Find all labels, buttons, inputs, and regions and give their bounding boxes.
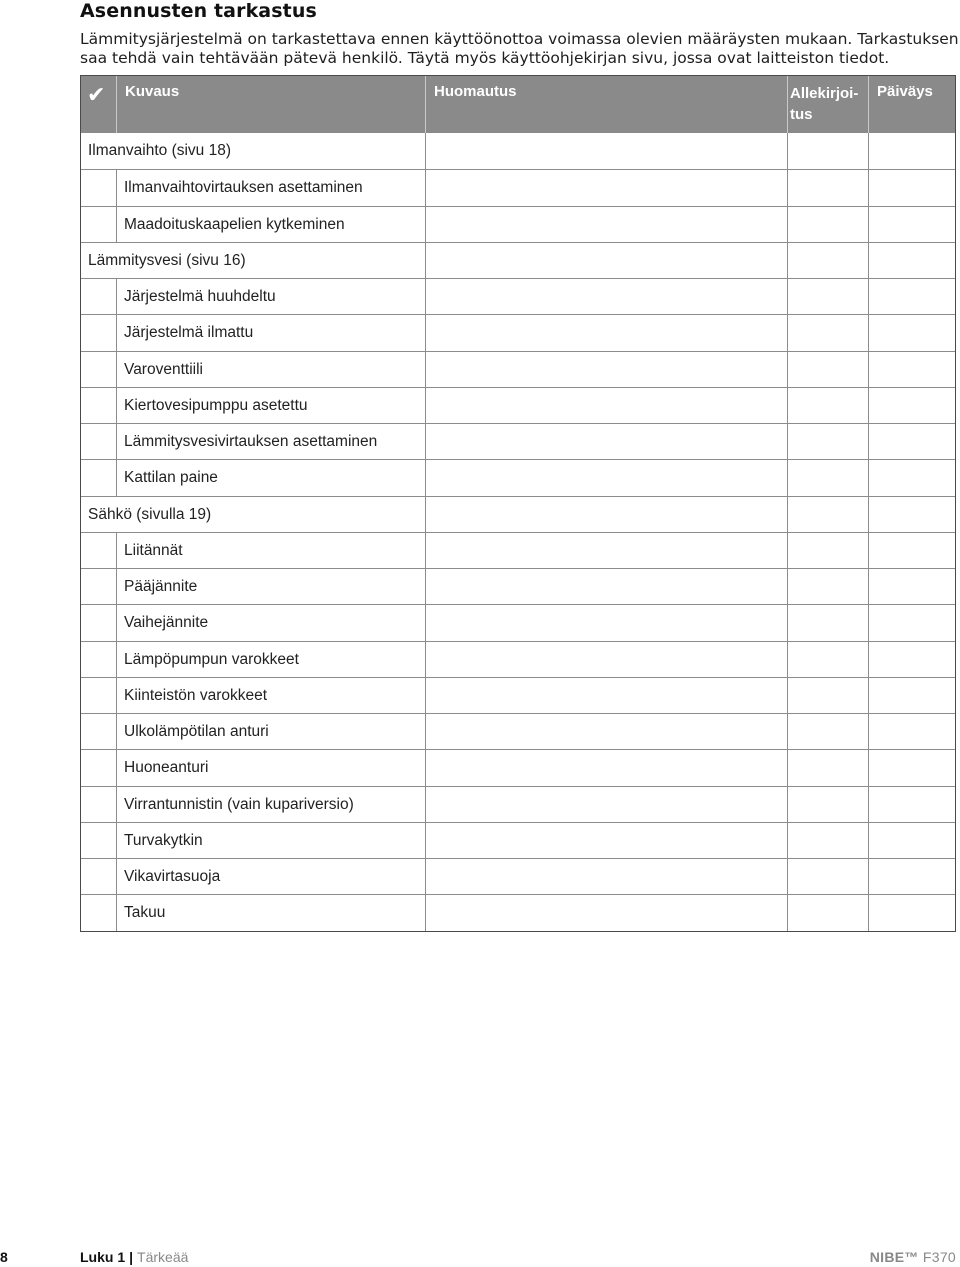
date-cell[interactable]	[869, 895, 955, 930]
item-label: Järjestelmä ilmattu	[117, 315, 426, 350]
item-label: Vikavirtasuoja	[117, 859, 426, 894]
signature-cell[interactable]	[788, 243, 869, 278]
chapter-prefix: Luku 1	[80, 1249, 126, 1265]
item-label: Turvakytkin	[117, 823, 426, 858]
item-label: Virrantunnistin (vain kupariversio)	[117, 787, 426, 822]
item-label: Pääjännite	[117, 569, 426, 604]
item-label: Kattilan paine	[117, 460, 426, 495]
page-title: Asennusten tarkastus	[80, 0, 317, 22]
signature-cell[interactable]	[788, 352, 869, 387]
product-name	[870, 1249, 956, 1265]
table-row	[81, 423, 955, 459]
group-label: Ilmanvaihto (sivu 18)	[81, 133, 426, 169]
date-cell[interactable]	[869, 605, 955, 640]
table-row	[81, 206, 955, 242]
group-label: Sähkö (sivulla 19)	[81, 497, 426, 532]
table-row	[81, 749, 955, 785]
date-cell[interactable]	[869, 787, 955, 822]
intro-line-1: Lämmitysjärjestelmä on tarkastettava ennen käyttöönottoa voimassa olevien määräysten mukaan. Tarkastuksen	[80, 30, 959, 48]
date-cell[interactable]	[869, 207, 955, 242]
table-row	[81, 532, 955, 568]
note-cell[interactable]	[426, 279, 788, 314]
signature-cell[interactable]	[788, 750, 869, 785]
check-cell[interactable]	[81, 207, 117, 242]
header-check-column	[81, 76, 117, 133]
page-number: 8	[0, 1249, 8, 1265]
note-cell[interactable]	[426, 750, 788, 785]
note-cell[interactable]	[426, 605, 788, 640]
date-cell[interactable]	[869, 678, 955, 713]
chapter-separator: |	[129, 1249, 134, 1265]
date-cell[interactable]	[869, 642, 955, 677]
table-header	[81, 76, 955, 133]
header-signature-line-1: Allekirjoi-	[790, 85, 859, 102]
date-cell[interactable]	[869, 315, 955, 350]
note-cell[interactable]	[426, 642, 788, 677]
signature-cell[interactable]	[788, 170, 869, 205]
date-cell[interactable]	[869, 170, 955, 205]
item-label: Ulkolämpötilan anturi	[117, 714, 426, 749]
intro-line-2: saa tehdä vain tehtävään pätevä henkilö. Täytä myös käyttöohjekirjan sivu, jossa ovat laitteiston tiedot.	[80, 49, 890, 67]
check-cell[interactable]	[81, 787, 117, 822]
check-cell[interactable]	[81, 605, 117, 640]
date-cell[interactable]	[869, 569, 955, 604]
check-cell[interactable]	[81, 533, 117, 568]
check-cell[interactable]	[81, 895, 117, 930]
signature-cell[interactable]	[788, 279, 869, 314]
note-cell[interactable]	[426, 823, 788, 858]
signature-cell[interactable]	[788, 787, 869, 822]
date-cell[interactable]	[869, 750, 955, 785]
note-cell[interactable]	[426, 133, 788, 169]
table-row	[81, 387, 955, 423]
table-row	[81, 604, 955, 640]
date-cell[interactable]	[869, 243, 955, 278]
signature-cell[interactable]	[788, 424, 869, 459]
header-description: Kuvaus	[117, 76, 426, 133]
signature-cell[interactable]	[788, 533, 869, 568]
item-label: Takuu	[117, 895, 426, 930]
item-label: Maadoituskaapelien kytkeminen	[117, 207, 426, 242]
group-label: Lämmitysvesi (sivu 16)	[81, 243, 426, 278]
note-cell[interactable]	[426, 895, 788, 930]
table-row	[81, 278, 955, 314]
chapter-label	[80, 1249, 188, 1265]
table-row	[81, 169, 955, 205]
table-row	[81, 568, 955, 604]
date-cell[interactable]	[869, 388, 955, 423]
item-label: Lämmitysvesivirtauksen asettaminen	[117, 424, 426, 459]
header-signature-line-2: tus	[790, 106, 813, 123]
signature-cell[interactable]	[788, 642, 869, 677]
inspection-table	[80, 75, 956, 932]
page-footer	[0, 1246, 960, 1267]
signature-cell[interactable]	[788, 678, 869, 713]
note-cell[interactable]	[426, 497, 788, 532]
date-cell[interactable]	[869, 497, 955, 532]
note-cell[interactable]	[426, 678, 788, 713]
table-row	[81, 858, 955, 894]
item-label: Kiinteistön varokkeet	[117, 678, 426, 713]
item-label: Järjestelmä huuhdeltu	[117, 279, 426, 314]
check-cell[interactable]	[81, 170, 117, 205]
item-label: Huoneanturi	[117, 750, 426, 785]
table-row	[81, 894, 955, 930]
note-cell[interactable]	[426, 243, 788, 278]
item-label: Vaihejännite	[117, 605, 426, 640]
signature-cell[interactable]	[788, 823, 869, 858]
note-cell[interactable]	[426, 859, 788, 894]
table-row	[81, 786, 955, 822]
header-date: Päiväys	[877, 83, 933, 100]
signature-cell[interactable]	[788, 859, 869, 894]
item-label: Ilmanvaihtovirtauksen asettaminen	[117, 170, 426, 205]
check-cell[interactable]	[81, 352, 117, 387]
date-cell[interactable]	[869, 352, 955, 387]
table-group-row	[81, 496, 955, 532]
signature-cell[interactable]	[788, 605, 869, 640]
date-cell[interactable]	[869, 859, 955, 894]
note-cell[interactable]	[426, 787, 788, 822]
signature-cell[interactable]	[788, 460, 869, 495]
item-label: Varoventtiili	[117, 352, 426, 387]
table-row	[81, 822, 955, 858]
table-group-row	[81, 133, 955, 169]
note-cell[interactable]	[426, 424, 788, 459]
item-label: Liitännät	[117, 533, 426, 568]
table-row	[81, 713, 955, 749]
date-cell[interactable]	[869, 279, 955, 314]
signature-cell[interactable]	[788, 569, 869, 604]
date-cell[interactable]	[869, 133, 955, 169]
signature-cell[interactable]	[788, 388, 869, 423]
date-cell[interactable]	[869, 714, 955, 749]
check-cell[interactable]	[81, 424, 117, 459]
check-cell[interactable]	[81, 642, 117, 677]
signature-cell[interactable]	[788, 714, 869, 749]
date-cell[interactable]	[869, 460, 955, 495]
intro-text	[80, 30, 960, 68]
header-note: Huomautus	[426, 76, 788, 133]
table-row	[81, 677, 955, 713]
date-cell[interactable]	[869, 533, 955, 568]
note-cell[interactable]	[426, 388, 788, 423]
signature-cell[interactable]	[788, 315, 869, 350]
brand-name: NIBE™	[869, 1249, 919, 1265]
table-row	[81, 459, 955, 495]
table-row	[81, 314, 955, 350]
note-cell[interactable]	[426, 315, 788, 350]
check-cell[interactable]	[81, 460, 117, 495]
check-cell[interactable]	[81, 678, 117, 713]
signature-cell[interactable]	[788, 207, 869, 242]
check-cell[interactable]	[81, 859, 117, 894]
table-row	[81, 641, 955, 677]
date-cell[interactable]	[869, 823, 955, 858]
note-cell[interactable]	[426, 569, 788, 604]
check-cell[interactable]	[81, 315, 117, 350]
item-label: Lämpöpumpun varokkeet	[117, 642, 426, 677]
checkmark-icon: ✔	[87, 82, 106, 107]
table-group-row	[81, 242, 955, 278]
header-signature	[788, 76, 869, 133]
check-cell[interactable]	[81, 279, 117, 314]
signature-cell[interactable]	[788, 133, 869, 169]
note-cell[interactable]	[426, 207, 788, 242]
model-name: F370	[922, 1249, 956, 1265]
check-cell[interactable]	[81, 823, 117, 858]
signature-cell[interactable]	[788, 497, 869, 532]
table-row	[81, 351, 955, 387]
note-cell[interactable]	[426, 714, 788, 749]
note-cell[interactable]	[426, 352, 788, 387]
check-cell[interactable]	[81, 750, 117, 785]
signature-cell[interactable]	[788, 895, 869, 930]
check-cell[interactable]	[81, 714, 117, 749]
table-body	[81, 133, 955, 931]
note-cell[interactable]	[426, 533, 788, 568]
item-label: Kiertovesipumppu asetettu	[117, 388, 426, 423]
note-cell[interactable]	[426, 170, 788, 205]
chapter-name: Tärkeää	[137, 1249, 189, 1265]
date-cell[interactable]	[869, 424, 955, 459]
check-cell[interactable]	[81, 569, 117, 604]
check-cell[interactable]	[81, 388, 117, 423]
note-cell[interactable]	[426, 460, 788, 495]
